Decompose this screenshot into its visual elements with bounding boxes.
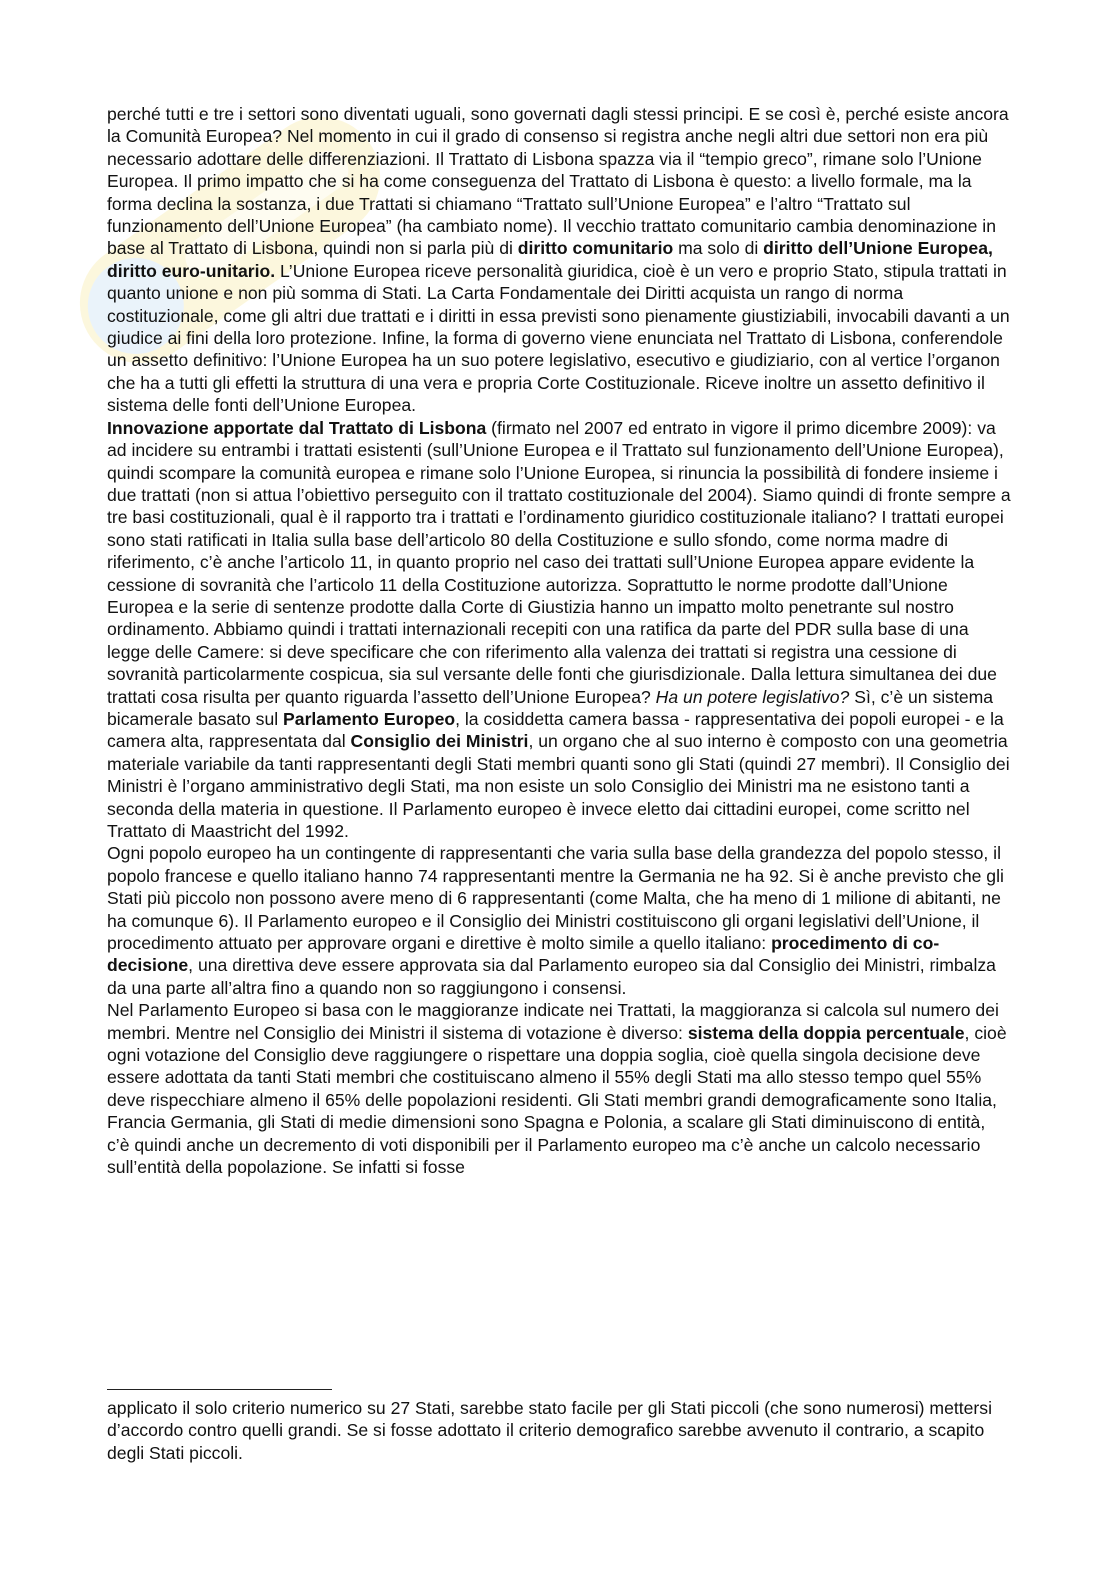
bold-term: sistema della doppia percentuale: [687, 1022, 965, 1043]
text-run: , cioè ogni votazione del Consiglio deve raggiungere o rispettare una doppia soglia, cioè quella singola decisione deve essere adottata da tanti Stati membri che costituiscano almeno il 55% degli Stati ma allo stesso tempo quel 55% deve rispecchiare almeno il 65% delle popolazioni residenti. Gli Stati membri grandi demograficamente sono Italia, Francia Germania, gli Stati di medie dimensioni sono Spagna e Polonia, a scalare gli Stati diminuiscono di entità, c’è quindi anche un decremento di voti disponibili per il Parlamento europeo ma c’è anche un calcolo necessario sull’entità della popolazione. Se infatti si fosse: [107, 1022, 1007, 1178]
footnote-divider: [107, 1389, 332, 1390]
text-run: , un organo che al suo interno è composto con una geometria materiale variabile da tanti rappresentanti degli Stati membri quanti sono gli Stati (quindi 27 membri). Il Consiglio dei Ministri è l’organo amministrativo degli Stati, ma non esiste un solo Consiglio dei Ministri ma ne esistono tanti a seconda della materia in questione. Il Parlamento europeo è invece eletto dai cittadini europei, come scritto nel Trattato di Maastricht del 1992.: [107, 731, 1010, 841]
text-run: Ogni popolo europeo ha un contingente di rappresentanti che varia sulla base della grandezza del popolo stesso, il popolo francese e quello italiano hanno 74 rappresentanti mentre la Germania ne ha 92. Si è anche previsto che gli Stati più piccolo non possono avere meno di 6 rappresentanti (come Malta, che ha meno di 1 milione di abitanti, ne ha comunque 6). Il Parlamento europeo e il Consiglio dei Ministri costituiscono gli organi legislativi dell’Unione, il procedimento attuato per approvare organi e direttive è molto simile a quello italiano:: [107, 843, 1004, 954]
bold-term: procedimento di co-decisione: [107, 933, 940, 976]
bold-term: Parlamento Europeo: [283, 708, 456, 729]
bold-term: Consiglio dei Ministri: [350, 731, 529, 752]
text-run: , una direttiva deve essere approvata sia dal Parlamento europeo sia dal Consiglio dei Ministri, rimbalza da una parte all’altra fino a quando non so raggiungono i consensi.: [107, 955, 996, 998]
paragraph-4: [107, 999, 1011, 1178]
text-run: (firmato nel 2007 ed entrato in vigore il primo dicembre 2009): va ad incidere su entrambi i trattati esistenti (sull’Unione Europea e il Trattato sul funzionamento dell’Unione Europea), quindi scompare la comunità europea e rimane solo l’Unione Europea, si rinuncia la possibilità di fondere insieme i due trattati (non si attua l’obiettivo perseguito con il trattato costituzionale del 2004). Siamo quindi di fronte sempre a tre basi costituzionali, qual è il rapporto tra i trattati e l’ordinamento giuridico costituzionale italiano? I trattati europei sono stati ratificati in Italia sulla base dell’articolo 80 della Costituzione e sullo sfondo, come norma madre di riferimento, c’è anche l’articolo 11, in quanto proprio nel caso dei trattati sull’Unione Europea appare evidente la cessione di sovranità che l’articolo 11 della Costituzione autorizza. Soprattutto le norme prodotte dall’Unione Europea e la serie di sentenze prodotte dalla Corte di Giustizia hanno un impatto molto penetrante sul nostro ordinamento. Abbiamo quindi i trattati internazionali recepiti con una ratifica da parte del PDR sulla base di una legge delle Camere: si deve specificare che con riferimento alla valenza dei trattati si registra una cessione di sovranità particolarmente cospicua, sia sul versante delle fonti che giurisdizionale. Dalla lettura simultanea dei due trattati cosa risulta per quanto riguarda l’assetto dell’Unione Europea?: [107, 417, 1011, 707]
paragraph-3: [107, 842, 1011, 999]
bold-term: diritto dell’Unione Europea, diritto euro-unitario.: [107, 238, 993, 281]
bold-heading: Innovazione apportate dal Trattato di Lisbona: [107, 417, 487, 438]
paragraph-1: [107, 103, 1011, 417]
text-run: ma solo di: [673, 238, 764, 259]
text-run: Nel Parlamento Europeo si basa con le maggioranze indicate nei Trattati, la maggioranza si calcola sul numero dei membri. Mentre nel Consiglio dei Ministri il sistema di votazione è diverso:: [107, 1000, 999, 1043]
text-run: L’Unione Europea riceve personalità giuridica, cioè è un vero e proprio Stato, stipula trattati in quanto unione e non più somma di Stati. La Carta Fondamentale dei Diritti acquista un rango di norma costituzionale, come gli altri due trattati e i diritti in essa previsti sono pienamente giustiziabili, invocabili davanti a un giudice ai fini della loro protezione. Infine, la forma di governo viene enunciata nel Trattato di Lisbona, conferendole un assetto definitivo: l’Unione Europea ha un suo potere legislativo, esecutivo e giudiziario, con al vertice l’organon che ha a tutti gli effetti la struttura di una vera e propria Corte Costituzionale. Riceve inoltre un assetto definitivo il sistema delle fonti dell’Unione Europea.: [107, 260, 1010, 416]
document-body: [107, 103, 1011, 1179]
text-run: Sì, c’è un sistema bicamerale basato sul: [107, 686, 994, 729]
text-run: , la cosiddetta camera bassa - rappresentativa dei popoli europei - e la camera alta, rappresentata dal: [107, 708, 1004, 752]
italic-question: Ha un potere legislativo?: [655, 686, 850, 707]
paragraph-2: [107, 417, 1011, 843]
bold-term: diritto comunitario: [517, 238, 674, 259]
footnote-text: applicato il solo criterio numerico su 27 Stati, sarebbe stato facile per gli Stati piccoli (che sono numerosi) mettersi d’accordo contro quelli grandi. Se si fosse adottato il criterio demografico sarebbe avvenuto il contrario, a scapito degli Stati piccoli.: [107, 1398, 992, 1463]
footnote: [107, 1397, 1011, 1464]
text-run: perché tutti e tre i settori sono diventati uguali, sono governati dagli stessi principi. E se così è, perché esiste ancora la Comunità Europea? Nel momento in cui il grado di consenso si registra anche negli altri due settori non era più necessario adottare delle differenziazioni. Il Trattato di Lisbona spazza via il “tempio greco”, rimane solo l’Unione Europea. Il primo impatto che si ha come conseguenza del Trattato di Lisbona è questo: a livello formale, ma la forma declina la sostanza, i due Trattati si chiamano “Trattato sull’Unione Europea” e l’altro “Trattato sul funzionamento dell’Unione Europea” (ha cambiato nome). Il vecchio trattato comunitario cambia denominazione in base al Trattato di Lisbona, quindi non si parla più di: [107, 104, 1009, 259]
